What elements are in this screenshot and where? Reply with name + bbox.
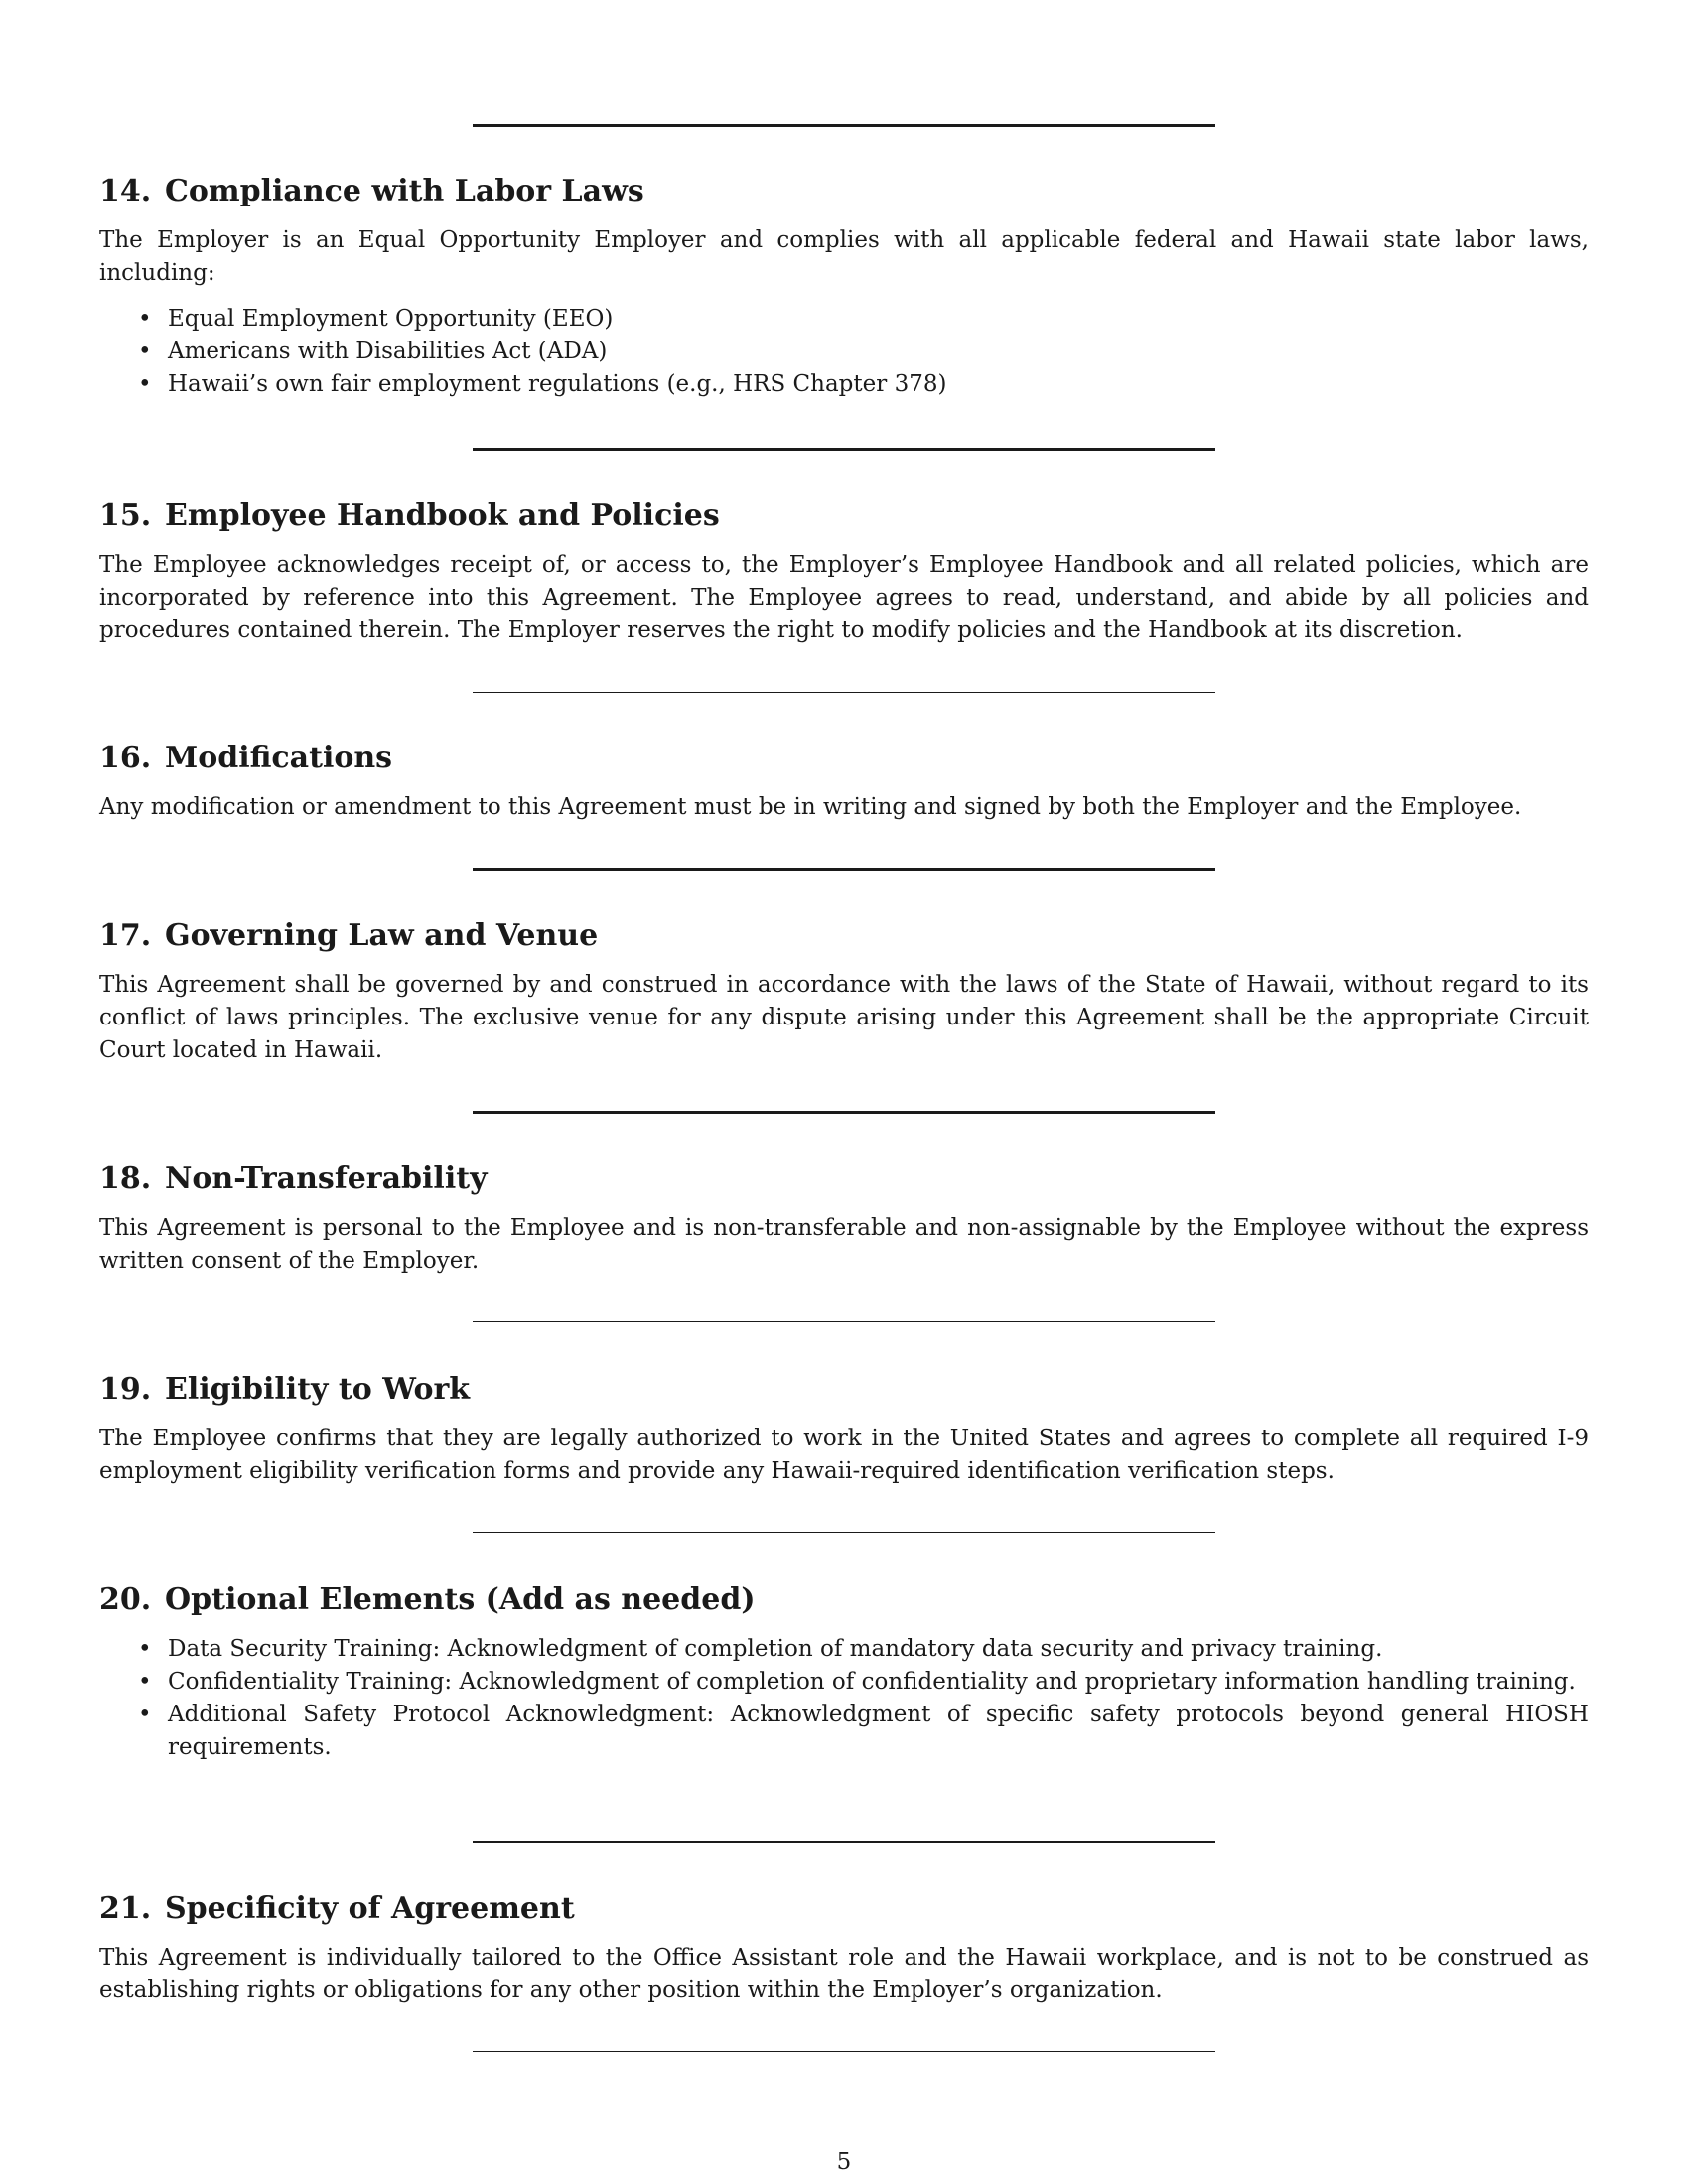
section-14 xyxy=(99,173,1589,401)
section-title: Non-Transferability xyxy=(165,1161,488,1196)
section-16-heading xyxy=(99,740,1589,777)
list-item: • Hawaii’s own fair employment regulations (e.g., HRS Chapter 378) xyxy=(99,368,1589,401)
section-18-paragraph: This Agreement is personal to the Employee and is non-transferable and non-assignable by the Employee without the express written consent of the Employer. xyxy=(99,1215,1589,1274)
section-14-heading xyxy=(99,173,1589,210)
section-number: 18. xyxy=(99,1161,152,1196)
section-18 xyxy=(99,1160,1589,1278)
list-item: • Additional Safety Protocol Acknowledgment: Acknowledgment of specific safety protocols beyond general HIOSH requirements. xyxy=(99,1699,1589,1764)
section-19-paragraph: The Employee confirms that they are legally authorized to work in the United States and agrees to complete all required I-9 employment eligibility verification forms and provide any Hawaii-required identification verification steps. xyxy=(99,1426,1589,1484)
section-20 xyxy=(99,1581,1589,1764)
list-item: • Americans with Disabilities Act (ADA) xyxy=(99,336,1589,368)
section-number: 19. xyxy=(99,1372,152,1407)
section-title: Specificity of Agreement xyxy=(165,1891,575,1926)
section-21 xyxy=(99,1890,1589,2007)
section-17-heading xyxy=(99,917,1589,955)
section-title: Optional Elements (Add as needed) xyxy=(165,1582,756,1617)
section-16 xyxy=(99,740,1589,824)
section-number: 14. xyxy=(99,174,152,208)
section-divider xyxy=(473,1321,1215,1322)
section-15-heading xyxy=(99,497,1589,535)
section-number: 16. xyxy=(99,741,152,775)
section-19 xyxy=(99,1371,1589,1488)
section-17 xyxy=(99,917,1589,1067)
section-divider xyxy=(473,1841,1215,1843)
section-divider xyxy=(473,448,1215,451)
section-title: Employee Handbook and Policies xyxy=(165,498,720,533)
list-item: • Equal Employment Opportunity (EEO) xyxy=(99,303,1589,336)
section-number: 21. xyxy=(99,1891,152,1926)
section-divider xyxy=(473,868,1215,871)
section-15-paragraph: The Employee acknowledges receipt of, or access to, the Employer’s Employee Handbook and all related policies, which are incorporated by reference into this Agreement. The Employee agrees to read, understand, and abide by all policies and procedures contained therein. The Employer reserves the right to modify policies and the Handbook at its discretion. xyxy=(99,552,1589,643)
section-number: 17. xyxy=(99,918,152,953)
section-21-paragraph: This Agreement is individually tailored to the Office Assistant role and the Hawaii workplace, and is not to be construed as establishing rights or obligations for any other position within the Employer’s organization. xyxy=(99,1945,1589,2003)
section-17-paragraph: This Agreement shall be governed by and construed in accordance with the laws of the State of Hawaii, without regard to its conflict of laws principles. The exclusive venue for any dispute arising under this Agreement shall be the appropriate Circuit Court located in Hawaii. xyxy=(99,972,1589,1063)
list-item: • Data Security Training: Acknowledgment of completion of mandatory data security and privacy training. xyxy=(99,1633,1589,1666)
section-divider xyxy=(473,1532,1215,1533)
section-21-heading xyxy=(99,1890,1589,1928)
section-20-list xyxy=(99,1633,1589,1764)
section-title: Eligibility to Work xyxy=(165,1372,471,1407)
section-number: 20. xyxy=(99,1582,152,1617)
section-divider xyxy=(473,692,1215,693)
section-16-paragraph: Any modification or amendment to this Agreement must be in writing and signed by both the Employer and the Employee. xyxy=(99,794,1522,820)
list-item: • Confidentiality Training: Acknowledgment of completion of confidentiality and proprietary information handling training. xyxy=(99,1666,1589,1699)
section-divider xyxy=(473,1111,1215,1114)
page-number: 5 xyxy=(836,2149,852,2175)
section-title: Governing Law and Venue xyxy=(165,918,599,953)
section-number: 15. xyxy=(99,498,152,533)
section-divider xyxy=(473,124,1215,127)
section-title: Compliance with Labor Laws xyxy=(165,174,644,208)
section-15 xyxy=(99,497,1589,647)
section-14-list xyxy=(99,303,1589,401)
section-20-heading xyxy=(99,1581,1589,1619)
section-divider xyxy=(473,2051,1215,2052)
section-19-heading xyxy=(99,1371,1589,1409)
section-14-paragraph: The Employer is an Equal Opportunity Employer and complies with all applicable federal and Hawaii state labor laws, including: xyxy=(99,227,1589,286)
section-title: Modifications xyxy=(165,741,393,775)
section-18-heading xyxy=(99,1160,1589,1198)
